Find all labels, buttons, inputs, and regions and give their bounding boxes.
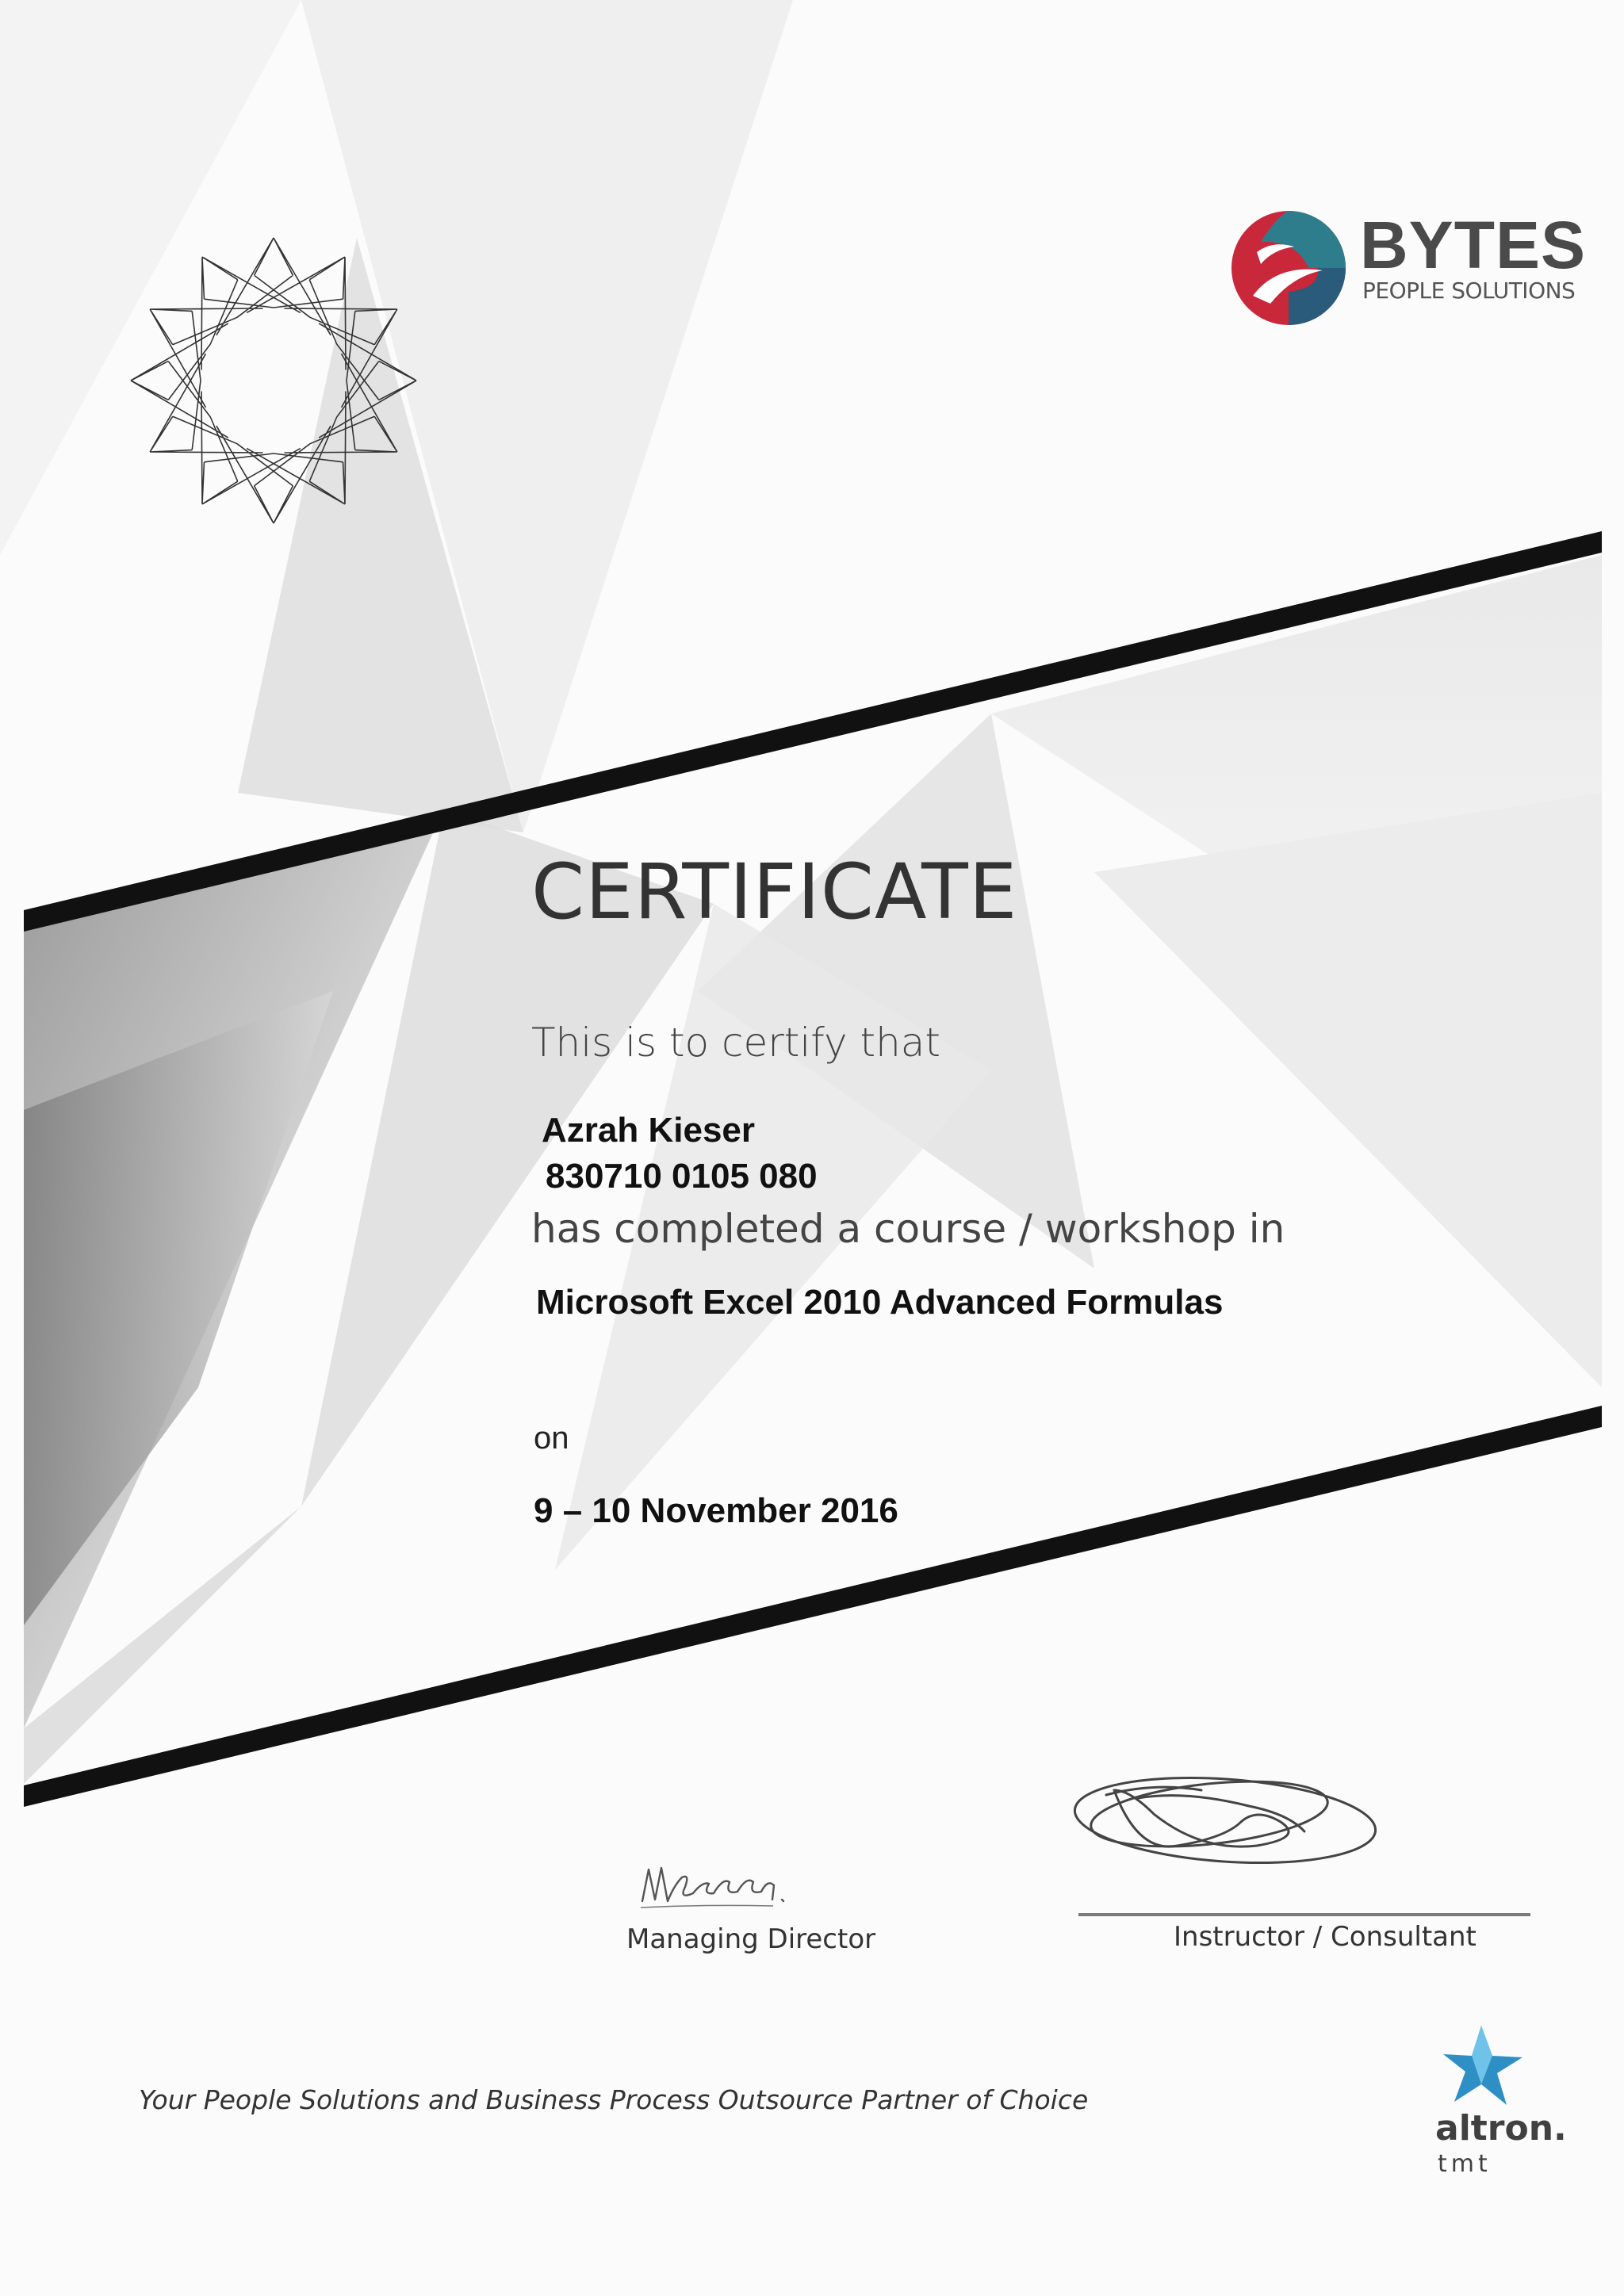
certificate-title: CERTIFICATE (531, 848, 1018, 936)
altron-logo (1427, 2026, 1570, 2192)
star-ornament-lines (131, 238, 416, 523)
managing-director-signature (626, 1838, 841, 1925)
altron-name: altron. (1435, 2108, 1567, 2149)
altron-sub: tmt (1438, 2150, 1492, 2178)
on-label: on (534, 1421, 569, 1456)
instructor-label: Instructor / Consultant (1174, 1921, 1477, 1953)
footer-tagline: Your People Solutions and Business Process Outsource Partner of Choice (139, 2084, 1089, 2115)
recipient-name: Azrah Kieser (542, 1111, 756, 1150)
bytes-logo (1229, 202, 1587, 329)
managing-director-label: Managing Director (626, 1923, 876, 1955)
certify-lead-text: This is to certify that (531, 1020, 941, 1066)
bytes-logo-name: BYTES (1360, 208, 1587, 282)
bytes-logo-mark-icon (1229, 209, 1348, 327)
recipient-id-number: 830710 0105 080 (546, 1157, 818, 1196)
course-name: Microsoft Excel 2010 Advanced Formulas (536, 1283, 1224, 1322)
instructor-signature (1067, 1758, 1400, 1885)
altron-star-icon (1443, 2026, 1530, 2109)
bytes-logo-tagline: PEOPLE SOLUTIONS (1362, 277, 1576, 304)
instructor-signature-line (1078, 1913, 1530, 1916)
completed-text: has completed a course / workshop in (531, 1206, 1285, 1252)
course-date: 9 – 10 November 2016 (534, 1491, 898, 1530)
star-ornament-icon (119, 226, 428, 535)
